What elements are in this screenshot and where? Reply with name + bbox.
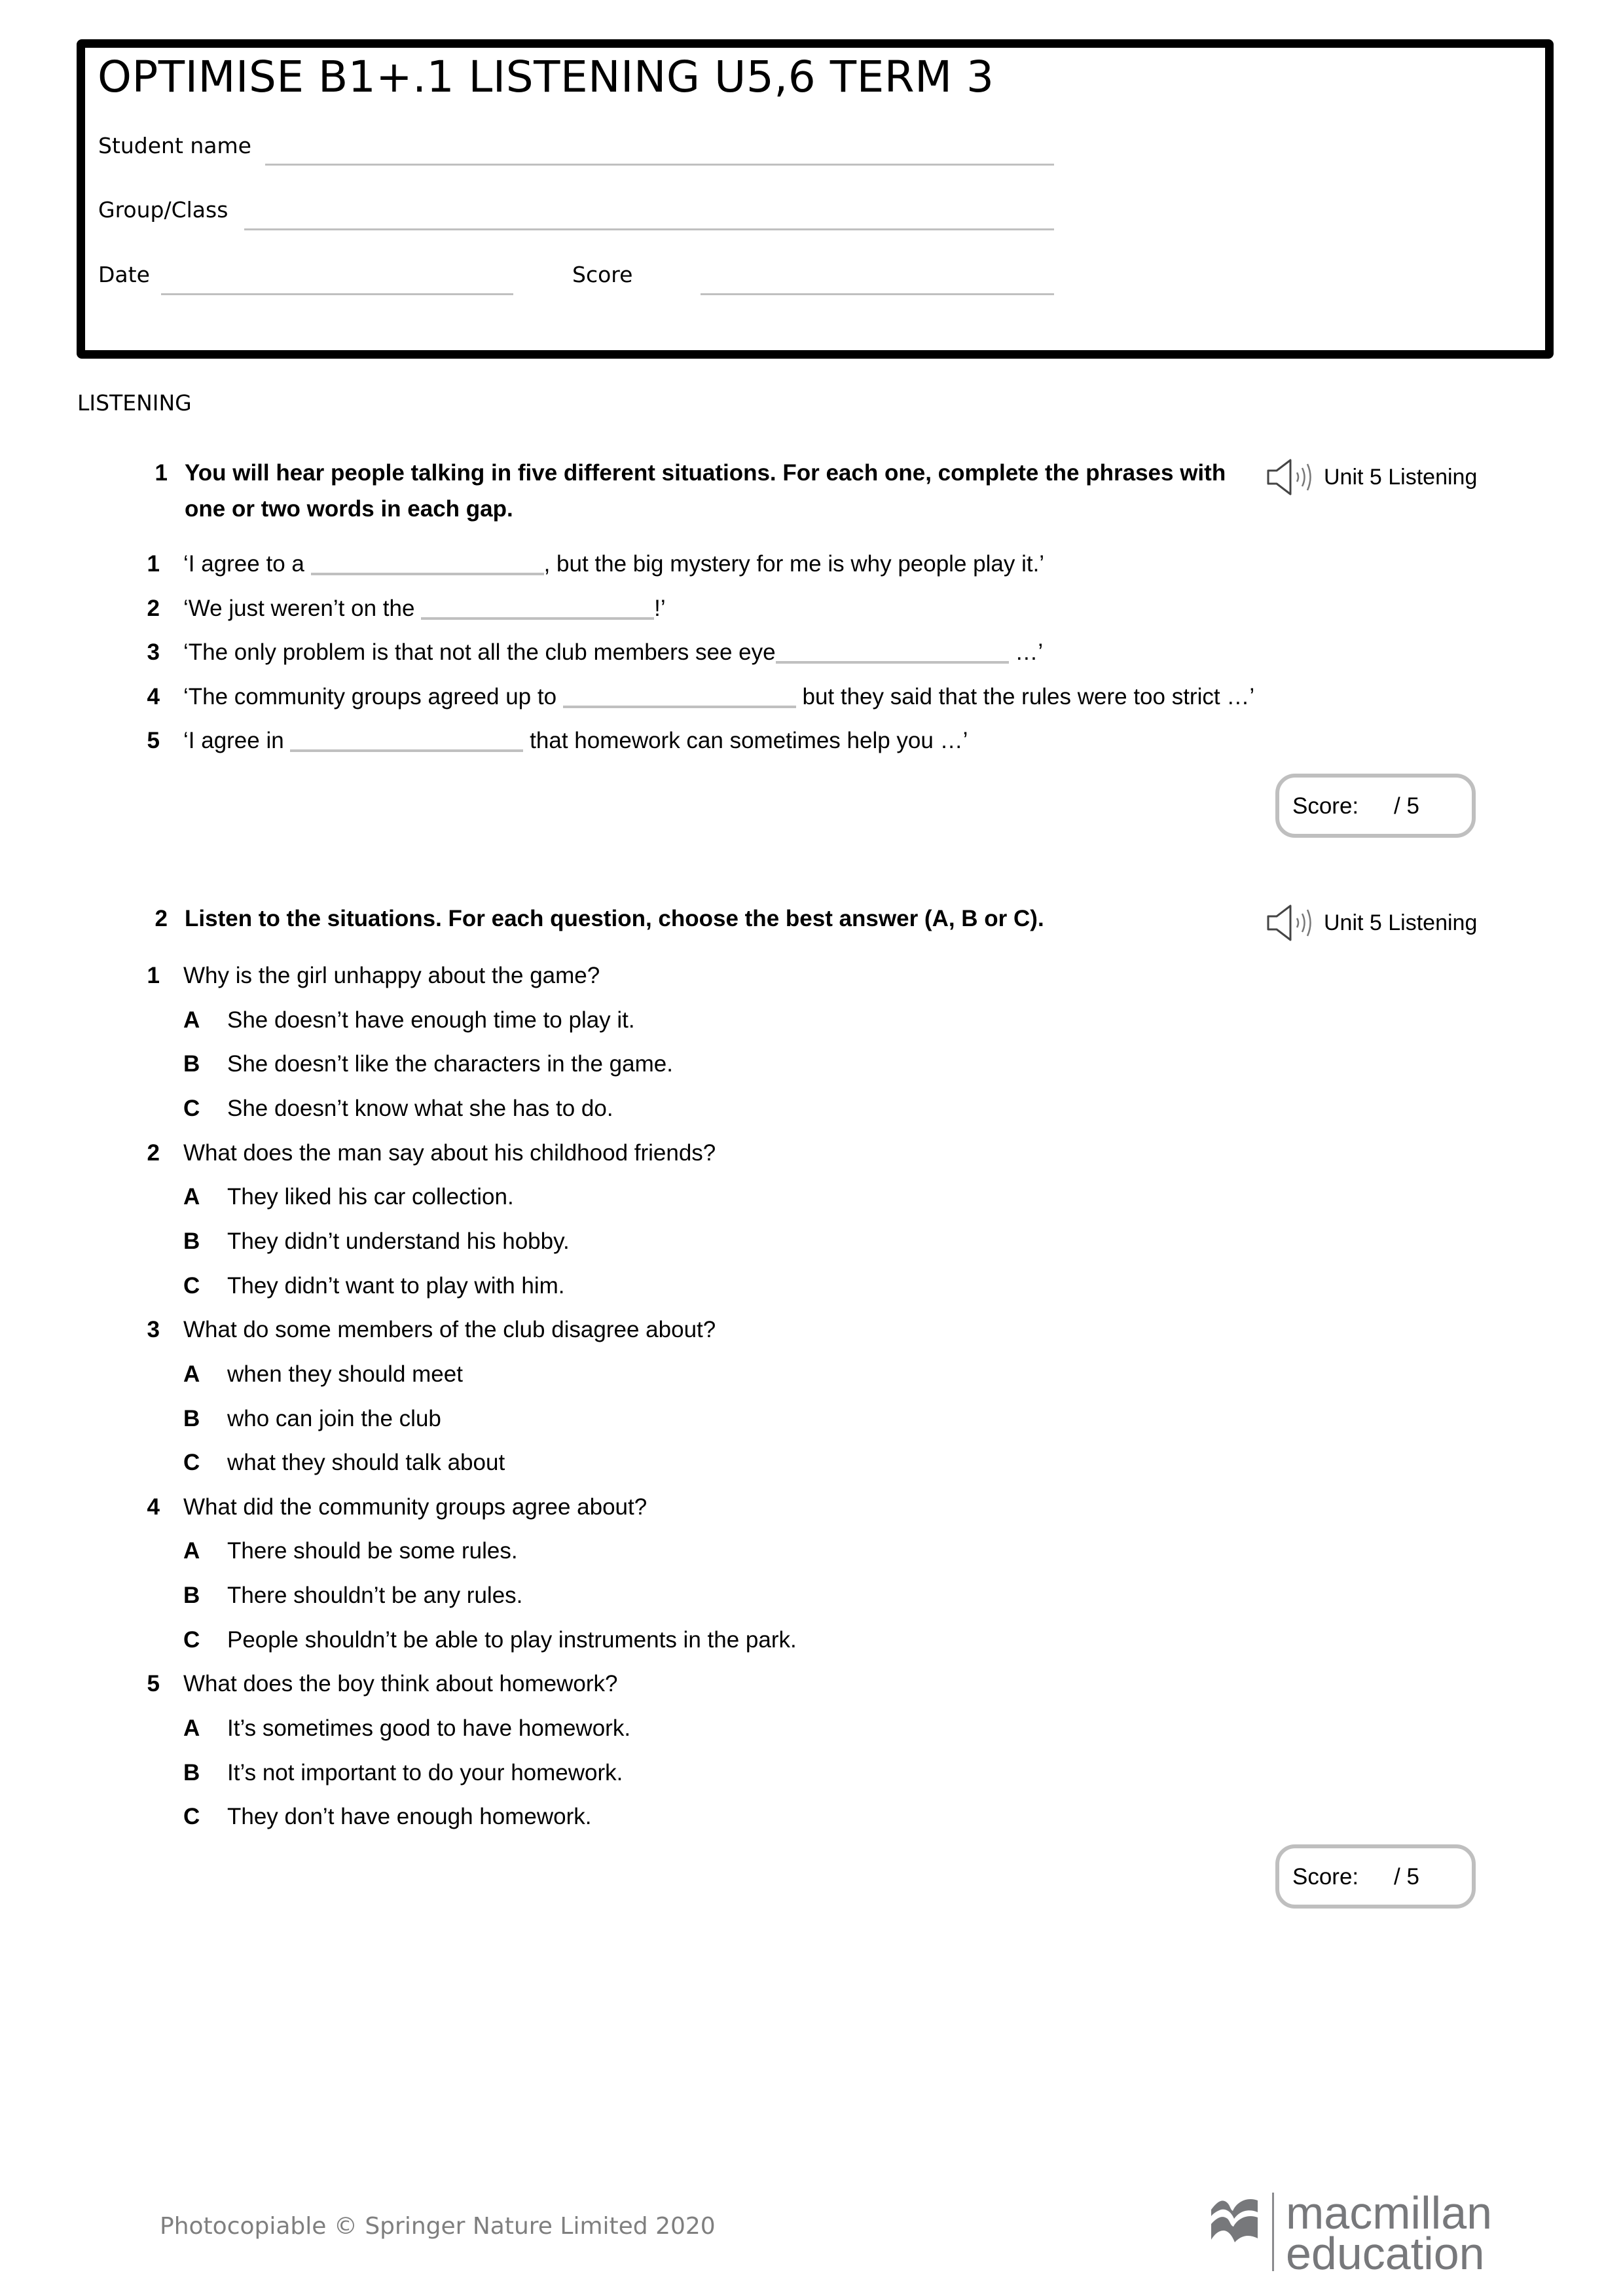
- item-number: 5: [147, 728, 160, 753]
- item-number: 2: [147, 596, 160, 621]
- item-text-after: …’: [1008, 639, 1044, 665]
- student-name-field[interactable]: [265, 164, 1054, 166]
- item-text-before: ‘The only problem is that not all the club members see eye: [183, 639, 776, 665]
- exercise-1-instruction: [148, 455, 1261, 527]
- group-class-label: Group/Class: [98, 197, 228, 223]
- item-number: 3: [147, 639, 160, 665]
- score-box: [1275, 774, 1476, 838]
- option-letter: C: [183, 1273, 200, 1299]
- option-text: There shouldn’t be any rules.: [227, 1583, 523, 1608]
- student-name-label: Student name: [98, 133, 251, 158]
- item-text-before: ‘I agree to a: [183, 551, 311, 577]
- score-box-label: Score:: [1292, 793, 1359, 819]
- exercise-2-instruction: [148, 901, 1261, 937]
- item-number: 1: [147, 551, 160, 577]
- audio-reference[interactable]: [1266, 904, 1477, 942]
- item-text-after: !’: [654, 596, 666, 621]
- option-text: She doesn’t have enough time to play it.: [227, 1007, 635, 1033]
- logo-text-education: education: [1286, 2228, 1485, 2279]
- item-number: 4: [147, 684, 160, 709]
- question-number: 4: [147, 1494, 160, 1520]
- option-text: what they should talk about: [227, 1450, 505, 1475]
- score-label: Score: [572, 262, 633, 287]
- option-text: They didn’t want to play with him.: [227, 1273, 565, 1299]
- option-text: when they should meet: [227, 1361, 463, 1387]
- question-number: 1: [147, 963, 160, 988]
- audio-reference[interactable]: [1266, 458, 1477, 496]
- item-text-after: , but the big mystery for me is why people play it.’: [543, 551, 1045, 577]
- option-letter: C: [183, 1096, 200, 1121]
- option-letter: A: [183, 1538, 200, 1564]
- score-box: [1275, 1844, 1476, 1909]
- score-box-total: / 5: [1394, 1864, 1419, 1890]
- option-letter: C: [183, 1804, 200, 1829]
- question-number: 3: [147, 1317, 160, 1342]
- item-text: [183, 677, 1254, 717]
- option-letter: C: [183, 1450, 200, 1475]
- answer-blank[interactable]: [421, 591, 654, 620]
- item-text-after: that homework can sometimes help you …’: [523, 728, 968, 753]
- date-label: Date: [98, 262, 150, 287]
- item-text: [183, 633, 1043, 672]
- audio-label: Unit 5 Listening: [1324, 465, 1478, 490]
- option-letter: C: [183, 1627, 200, 1653]
- option-letter: A: [183, 1184, 200, 1210]
- option-letter: B: [183, 1406, 200, 1431]
- item-text-before: ‘We just weren’t on the: [183, 596, 422, 621]
- option-letter: A: [183, 1715, 200, 1741]
- macmillan-logo: [1211, 2197, 1259, 2248]
- option-text: They didn’t understand his hobby.: [227, 1229, 570, 1254]
- option-text: She doesn’t know what she has to do.: [227, 1096, 613, 1121]
- option-text: They liked his car collection.: [227, 1184, 514, 1210]
- question-number: 5: [147, 1671, 160, 1696]
- score-field[interactable]: [701, 293, 1054, 295]
- option-text: People shouldn’t be able to play instruments in the park.: [227, 1627, 797, 1653]
- answer-blank[interactable]: [776, 635, 1009, 664]
- option-letter: B: [183, 1760, 200, 1785]
- logo-divider: [1272, 2193, 1274, 2271]
- question-text: What do some members of the club disagree about?: [183, 1317, 716, 1342]
- option-text: They don’t have enough homework.: [227, 1804, 592, 1829]
- copyright-notice: Photocopiable © Springer Nature Limited 2020: [160, 2213, 716, 2240]
- group-class-field[interactable]: [244, 228, 1054, 230]
- item-text: [183, 589, 666, 628]
- answer-blank[interactable]: [290, 723, 523, 752]
- item-text: [183, 545, 1044, 584]
- answer-blank[interactable]: [563, 679, 796, 708]
- answer-blank[interactable]: [311, 547, 544, 575]
- option-text: It’s sometimes good to have homework.: [227, 1715, 631, 1741]
- item-text-before: ‘I agree in: [183, 728, 291, 753]
- exercise-number: 1: [155, 460, 168, 486]
- option-text: There should be some rules.: [227, 1538, 518, 1564]
- option-letter: B: [183, 1583, 200, 1608]
- instruction-line: Listen to the situations. For each question, choose the best answer (A, B or C).: [185, 906, 1044, 931]
- speaker-icon: [1266, 904, 1313, 942]
- question-text: What does the boy think about homework?: [183, 1671, 618, 1696]
- option-text: who can join the club: [227, 1406, 441, 1431]
- option-text: It’s not important to do your homework.: [227, 1760, 623, 1785]
- question-number: 2: [147, 1140, 160, 1166]
- option-text: She doesn’t like the characters in the game.: [227, 1051, 673, 1077]
- section-label: LISTENING: [77, 390, 192, 416]
- question-text: What does the man say about his childhood friends?: [183, 1140, 716, 1166]
- score-box-label: Score:: [1292, 1864, 1359, 1890]
- question-text: What did the community groups agree about?: [183, 1494, 647, 1520]
- item-text-after: but they said that the rules were too strict …’: [795, 684, 1255, 709]
- option-letter: B: [183, 1051, 200, 1077]
- macmillan-wave-icon: [1211, 2197, 1259, 2245]
- option-letter: A: [183, 1007, 200, 1033]
- option-letter: B: [183, 1229, 200, 1254]
- item-text-before: ‘The community groups agreed up to: [183, 684, 563, 709]
- item-text: [183, 721, 968, 761]
- worksheet-title: OPTIMISE B1+.1 LISTENING U5,6 TERM 3: [98, 52, 994, 102]
- date-field[interactable]: [161, 293, 513, 295]
- instruction-line: one or two words in each gap.: [185, 496, 513, 522]
- question-text: Why is the girl unhappy about the game?: [183, 963, 600, 988]
- audio-label: Unit 5 Listening: [1324, 910, 1478, 935]
- option-letter: A: [183, 1361, 200, 1387]
- score-box-total: / 5: [1394, 793, 1419, 819]
- logo-text-macmillan: macmillan: [1286, 2187, 1493, 2238]
- speaker-icon: [1266, 458, 1313, 496]
- exercise-number: 2: [155, 906, 168, 931]
- instruction-line: You will hear people talking in five different situations. For each one, complete the phrases with: [185, 460, 1226, 486]
